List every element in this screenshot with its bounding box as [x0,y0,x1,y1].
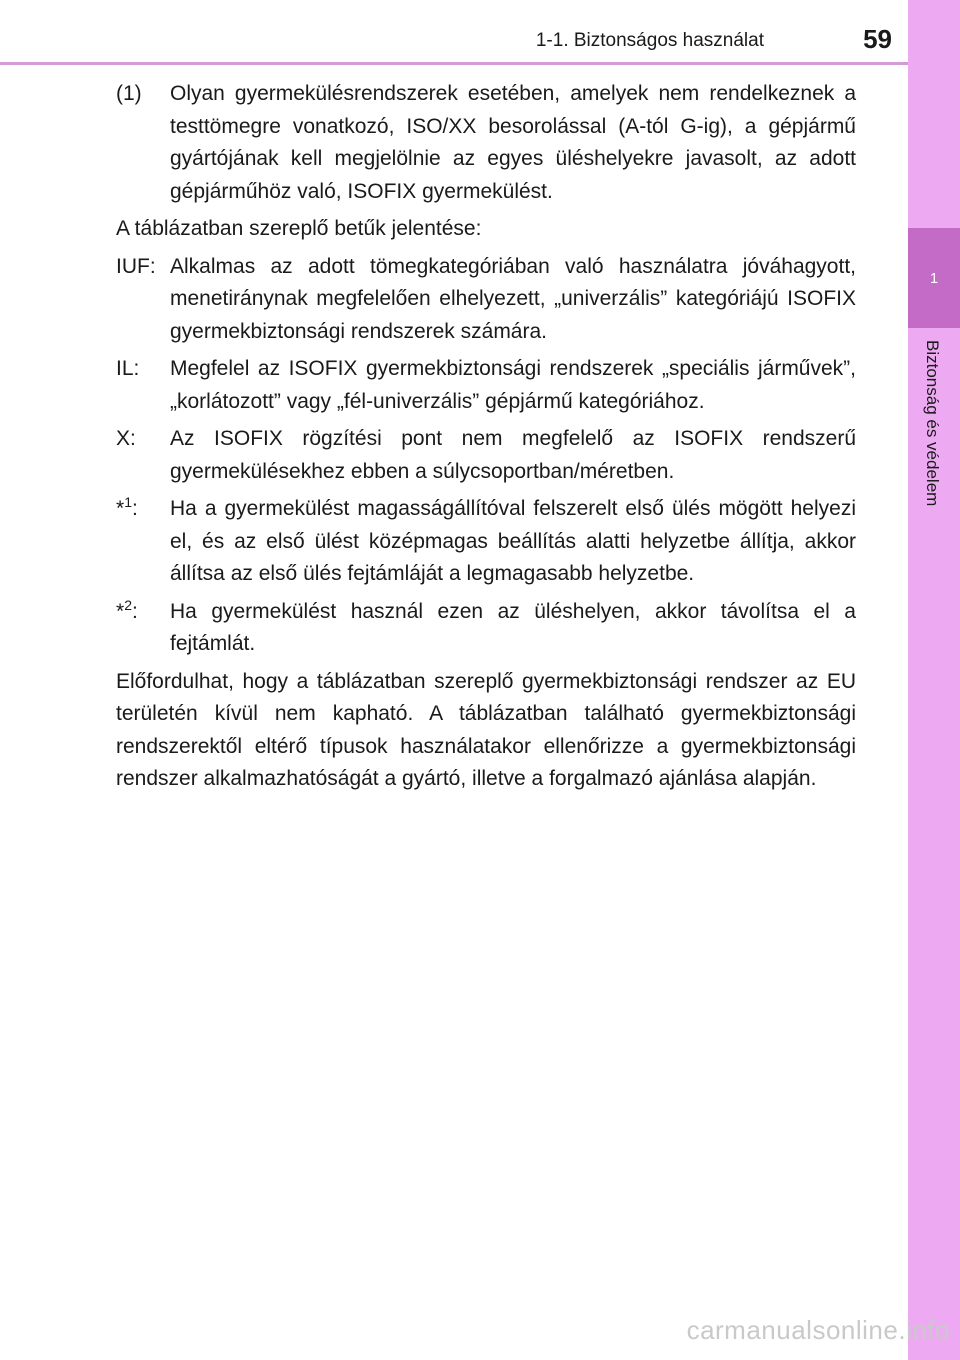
footnote-marker: *$^2$: [116,596,138,623]
footnote-text: Ha a gyermekülést magasságállítóval felszerelt első ülés mögött helyezi el, és az első ülést középmagas beállítás alatti helyzetbe állítja, akkor állítsa az első ülés fejtámláját a legmagasabb helyzetbe. [170,497,856,585]
chapter-side-tab [908,0,960,1360]
page-number: 59 [863,24,892,54]
legend-text: Az ISOFIX rögzítési pont nem megfelelő az ISOFIX rendszerű gyermekülésekhez ebben a súlycsoportban/méretben. [170,427,856,483]
chapter-number: 1 [908,228,960,328]
note-text: Olyan gyermekülésrendszerek esetében, amelyek nem rendelkeznek a testtömegre vonatkozó, ISO/XX besorolással (A-tól G-ig), a gépjármű gyártójának kell megjelölnie az egyes üléshelyekre javasolt, az adott gépjárműhöz való, ISOFIX gyermekülést. [170,82,856,203]
legend-item-x [116,423,856,488]
footnote-text: Ha gyermekülést használ ezen az üléshelyen, akkor távolítsa el a fejtámlát. [170,599,856,655]
note-1 [116,78,856,208]
legend-text: Alkalmas az adott tömegkategóriában való használatra jóváhagyott, menetiránynak megfelelően elhelyezett, „univerzális” kategóriájú ISOFIX gyermekbiztonsági rendszerek számára. [170,254,856,343]
legend-term: IUF: [116,254,156,278]
watermark: carmanualsonline.info [686,1315,950,1345]
footnote-marker: *$^1$: [116,494,138,520]
legend-intro: A táblázatban szereplő betűk jelentése: [116,217,482,240]
footnote-1 [116,493,856,591]
page-content [116,78,856,801]
header-rule [0,62,908,65]
legend-item-iuf [116,251,856,349]
chapter-label: Biztonság és védelem [923,340,942,507]
note-term: (1) [116,82,142,105]
footnote-2 [116,596,856,661]
legend-text: Megfelel az ISOFIX gyermekbiztonsági rendszerek „speciális járművek”, „korlátozott” vagy „fél-univerzális” gépjármű kategóriához. [170,357,856,413]
header-title: 1-1. Biztonságos használat [535,30,764,51]
legend-item-il [116,353,856,418]
legend-term: X: [116,427,136,450]
closing-paragraph: Előfordulhat, hogy a táblázatban szereplő gyermekbiztonsági rendszer az EU területén kívül nem kapható. A táblázatban található gyermekbiztonsági rendszerektől eltérő típusok használatakor ellenőrizze a gyermekbiztonsági rendszer alkalmazhatóságát a gyártó, illetve a forgalmazó ajánlása alapján. [116,669,856,790]
legend-term: IL: [116,357,140,380]
